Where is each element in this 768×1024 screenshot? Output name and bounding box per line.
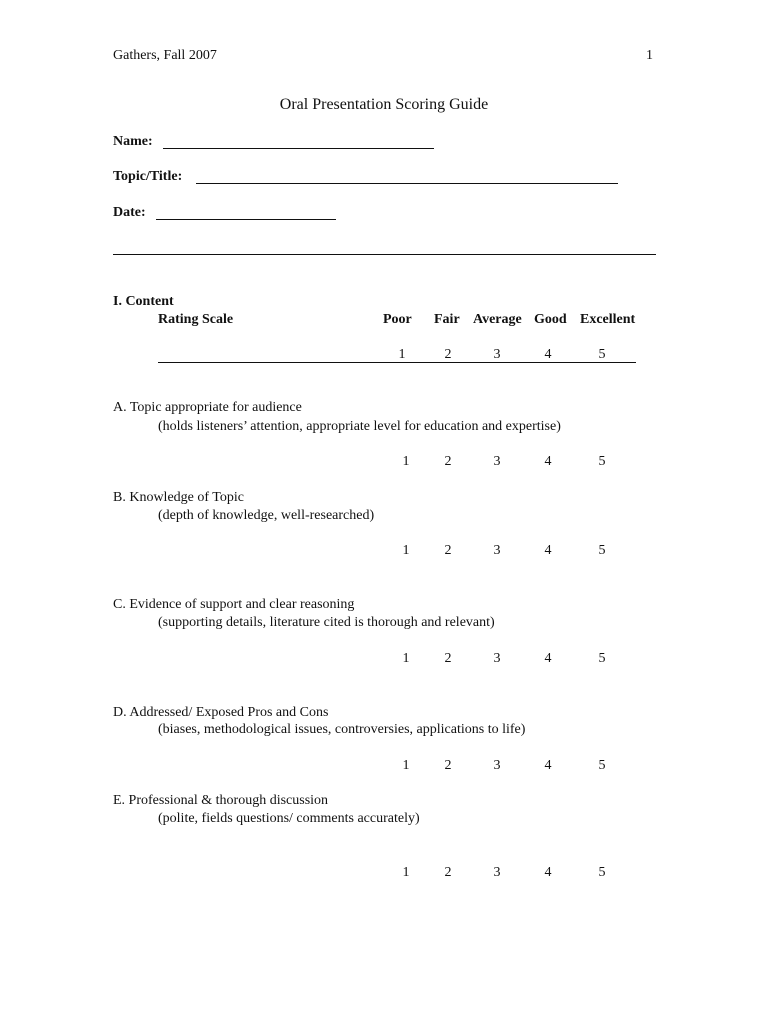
scale-label-excellent: Excellent (580, 312, 636, 327)
rating-option-d-5[interactable]: 5 (598, 758, 606, 773)
scale-value: 3 (493, 347, 501, 362)
scale-value: 1 (398, 347, 406, 362)
scale-label-average: Average (473, 312, 522, 327)
scale-label-fair: Fair (434, 312, 460, 327)
topic-label: Topic/Title: (113, 169, 183, 184)
page-number: 1 (646, 48, 653, 63)
criterion-b-title: B. Knowledge of Topic (113, 490, 244, 505)
scale-value: 5 (598, 347, 606, 362)
criterion-a-title: A. Topic appropriate for audience (113, 400, 302, 415)
rating-option-d-2[interactable]: 2 (444, 758, 452, 773)
criterion-e-title: E. Professional & thorough discussion (113, 793, 329, 808)
rating-option-c-4[interactable]: 4 (544, 651, 552, 666)
rating-option-e-5[interactable]: 5 (598, 865, 606, 880)
criterion-c-detail: (supporting details, literature cited is thorough and relevant) (158, 615, 495, 630)
rating-option-b-1[interactable]: 1 (402, 543, 410, 558)
criterion-a-detail: (holds listeners’ attention, appropriate level for education and expertise) (158, 419, 561, 434)
rating-option-d-1[interactable]: 1 (402, 758, 410, 773)
topic-blank-line[interactable] (196, 183, 618, 184)
rating-option-b-4[interactable]: 4 (544, 543, 552, 558)
scale-value: 2 (444, 347, 452, 362)
scale-label-good: Good (534, 312, 567, 327)
rating-option-b-5[interactable]: 5 (598, 543, 606, 558)
date-blank-line[interactable] (156, 219, 336, 220)
rating-option-d-3[interactable]: 3 (493, 758, 501, 773)
name-blank-line[interactable] (163, 148, 434, 149)
name-label: Name: (113, 134, 153, 149)
rating-option-e-3[interactable]: 3 (493, 865, 501, 880)
rating-option-a-2[interactable]: 2 (444, 454, 452, 469)
rating-option-c-3[interactable]: 3 (493, 651, 501, 666)
rating-option-b-3[interactable]: 3 (493, 543, 501, 558)
criterion-c-title: C. Evidence of support and clear reasoning (113, 597, 355, 612)
rating-option-e-4[interactable]: 4 (544, 865, 552, 880)
criterion-b-detail: (depth of knowledge, well-researched) (158, 508, 375, 523)
criterion-d-title: D. Addressed/ Exposed Pros and Cons (113, 705, 329, 720)
date-label: Date: (113, 205, 146, 220)
scale-value: 4 (544, 347, 552, 362)
rating-option-d-4[interactable]: 4 (544, 758, 552, 773)
rating-option-c-5[interactable]: 5 (598, 651, 606, 666)
rating-option-c-1[interactable]: 1 (402, 651, 410, 666)
section-heading: I. Content (113, 294, 174, 309)
rating-option-a-4[interactable]: 4 (544, 454, 552, 469)
section-divider (113, 254, 656, 255)
criterion-e-detail: (polite, fields questions/ comments accurately) (158, 811, 420, 826)
rating-option-a-1[interactable]: 1 (402, 454, 410, 469)
rating-option-c-2[interactable]: 2 (444, 651, 452, 666)
criterion-d-detail: (biases, methodological issues, controversies, applications to life) (158, 722, 526, 737)
rating-option-e-2[interactable]: 2 (444, 865, 452, 880)
document-title: Oral Presentation Scoring Guide (279, 96, 489, 113)
rating-scale-label: Rating Scale (158, 312, 234, 327)
scale-label-poor: Poor (383, 312, 412, 327)
rating-option-e-1[interactable]: 1 (402, 865, 410, 880)
rating-option-a-5[interactable]: 5 (598, 454, 606, 469)
rating-option-a-3[interactable]: 3 (493, 454, 501, 469)
header-author-term: Gathers, Fall 2007 (113, 48, 217, 63)
rating-option-b-2[interactable]: 2 (444, 543, 452, 558)
